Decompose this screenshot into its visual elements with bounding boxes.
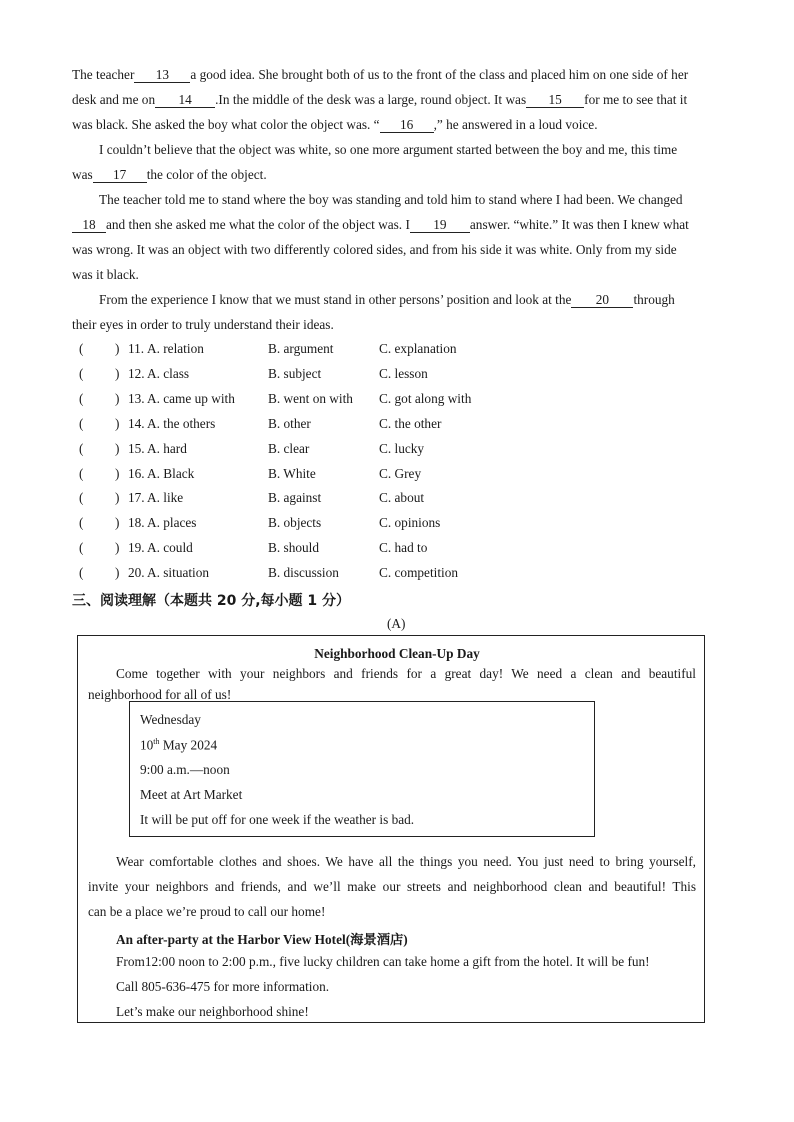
option-b: B. White [268, 465, 316, 481]
option-b: B. went on with [268, 390, 353, 406]
event-day: Wednesday [140, 712, 201, 727]
passage-line [72, 92, 687, 108]
answer-paren-close: ) [115, 540, 120, 556]
answer-paren-close: ) [115, 515, 120, 531]
event-time: 9:00 a.m.—noon [140, 762, 230, 777]
answer-paren-open[interactable]: ( [79, 465, 84, 481]
option-a: A. the others [147, 415, 216, 431]
answer-paren-close: ) [115, 415, 120, 431]
text: a good idea. She brought both of us to the front of the class and placed him on one side of her [190, 67, 689, 82]
answer-paren-open[interactable]: ( [79, 565, 84, 581]
event-weather-note: It will be put off for one week if the weather is bad. [140, 812, 415, 827]
passage-line [72, 67, 688, 83]
answer-paren-close: ) [115, 365, 120, 381]
answer-paren-open[interactable]: ( [79, 440, 84, 456]
passage-line [72, 242, 677, 258]
party-title: An after-party at the Harbor View Hotel(海景酒店) [116, 932, 408, 947]
option-c: C. explanation [379, 341, 457, 356]
passage-line [99, 142, 677, 158]
option-c: C. had to [379, 540, 428, 556]
answer-paren-open[interactable]: ( [79, 540, 84, 556]
option-b: B. should [268, 540, 319, 556]
answer-paren-close: ) [115, 465, 120, 481]
option-b: B. discussion [268, 565, 339, 581]
option-c: C. lucky [379, 440, 425, 456]
text: the color of the object. [146, 167, 267, 182]
blank-16: 16 [380, 118, 434, 133]
passage-line [72, 217, 689, 233]
notice-body-line: can be a place we’re proud to call our home! [88, 904, 326, 919]
party-text: From12:00 noon to 2:00 p.m., five lucky children can take home a gift from the hotel. It will be fun! [116, 954, 650, 969]
blank-20: 20 [571, 293, 633, 308]
section-heading: 三、阅读理解（本题共 20 分,每小题 1 分） [72, 593, 351, 609]
text: was wrong. It was an object with two differently colored sides, and from his side it was white. Only from my side [72, 242, 677, 257]
text: was black. She asked the boy what color the object was. “ [72, 117, 380, 132]
option-b: B. other [268, 415, 311, 431]
option-a: A. like [147, 490, 184, 506]
option-c: C. the other [379, 415, 442, 431]
option-a: A. relation [147, 341, 204, 356]
text: through [633, 292, 675, 307]
answer-paren-close: ) [115, 341, 120, 356]
question-number: 16. [128, 465, 145, 481]
date-number: 10 [140, 737, 154, 753]
section-label: (A) [387, 616, 406, 631]
question-number: 20. [128, 565, 145, 581]
answer-paren-open[interactable]: ( [79, 365, 84, 381]
passage-line [72, 117, 598, 133]
passage-line [99, 192, 683, 208]
answer-paren-close: ) [115, 390, 120, 406]
option-a: A. class [147, 365, 190, 381]
blank-13: 13 [134, 68, 190, 83]
text: was [72, 167, 93, 182]
text: and then she asked me what the color of the object was. I [106, 217, 410, 232]
date-suffix: th [153, 737, 160, 746]
contact-line: Call 805-636-475 for more information. [116, 979, 330, 994]
option-b: B. subject [268, 365, 322, 381]
text: The teacher [72, 67, 135, 82]
notice-intro-line: Come together with your neighbors and friends for a great day! We need a clean and beautiful [116, 666, 696, 681]
closing-line: Let’s make our neighborhood shine! [116, 1004, 309, 1019]
question-number: 15. [128, 440, 145, 456]
blank-19: 19 [410, 218, 470, 233]
notice-intro-line: neighborhood for all of us! [88, 687, 232, 702]
text: ,” he answered in a loud voice. [433, 117, 598, 132]
answer-paren-open[interactable]: ( [79, 515, 84, 531]
blank-14: 14 [155, 93, 215, 108]
blank-17: 17 [93, 168, 147, 183]
event-place: Meet at Art Market [140, 787, 243, 802]
answer-paren-open[interactable]: ( [79, 490, 84, 506]
text: .In the middle of the desk was a large, round object. It was [215, 92, 527, 107]
text: I couldn’t believe that the object was white, so one more argument started between the boy and me, this time [99, 142, 678, 157]
answer-paren-close: ) [115, 440, 120, 456]
question-number: 11. [128, 341, 145, 356]
text: answer. “white.” It was then I knew what [469, 217, 689, 232]
question-number: 12. [128, 365, 145, 381]
blank-18: 18 [72, 218, 106, 233]
text: was it black. [72, 267, 139, 282]
option-b: B. against [268, 490, 322, 506]
notice-body-line: invite your neighbors and friends, and we’ll make our streets and neighborhood clean and beautiful! This [88, 879, 696, 894]
passage-line [72, 167, 267, 183]
option-a: A. could [147, 540, 193, 556]
option-b: B. argument [268, 341, 334, 356]
option-a: A. came up with [147, 390, 235, 406]
answer-paren-open[interactable]: ( [79, 341, 84, 356]
question-number: 18. [128, 515, 145, 531]
option-a: A. Black [147, 465, 195, 481]
question-number: 19. [128, 540, 145, 556]
option-c: C. lesson [379, 365, 428, 381]
option-a: A. places [147, 515, 197, 531]
text: for me to see that it [584, 92, 688, 107]
answer-paren-open[interactable]: ( [79, 390, 84, 406]
option-b: B. clear [268, 440, 310, 456]
question-number: 14. [128, 415, 145, 431]
text: their eyes in order to truly understand their ideas. [72, 317, 334, 332]
option-c: C. about [379, 490, 425, 506]
option-a: A. hard [147, 440, 187, 456]
option-a: A. situation [147, 565, 210, 581]
blank-15: 15 [526, 93, 584, 108]
text: The teacher told me to stand where the boy was standing and told him to stand where I had been. We changed [99, 192, 683, 207]
notice-body-line: Wear comfortable clothes and shoes. We have all the things you need. You just need to bring yourself, [116, 854, 696, 869]
option-c: C. Grey [379, 465, 422, 481]
passage-line [99, 292, 675, 308]
text: desk and me on [72, 92, 156, 107]
notice-title: Neighborhood Clean-Up Day [314, 646, 480, 661]
passage-line [72, 267, 139, 283]
answer-paren-close: ) [115, 490, 120, 506]
option-c: C. got along with [379, 390, 472, 406]
option-b: B. objects [268, 515, 322, 531]
option-c: C. competition [379, 565, 459, 581]
option-c: C. opinions [379, 515, 441, 531]
passage-line [72, 317, 334, 333]
text: From the experience I know that we must stand in other persons’ position and look at the [99, 292, 572, 307]
event-date [140, 737, 217, 753]
answer-paren-close: ) [115, 565, 120, 581]
question-number: 17. [128, 490, 145, 506]
question-number: 13. [128, 390, 145, 406]
answer-paren-open[interactable]: ( [79, 415, 84, 431]
date-text: May 2024 [159, 737, 218, 753]
